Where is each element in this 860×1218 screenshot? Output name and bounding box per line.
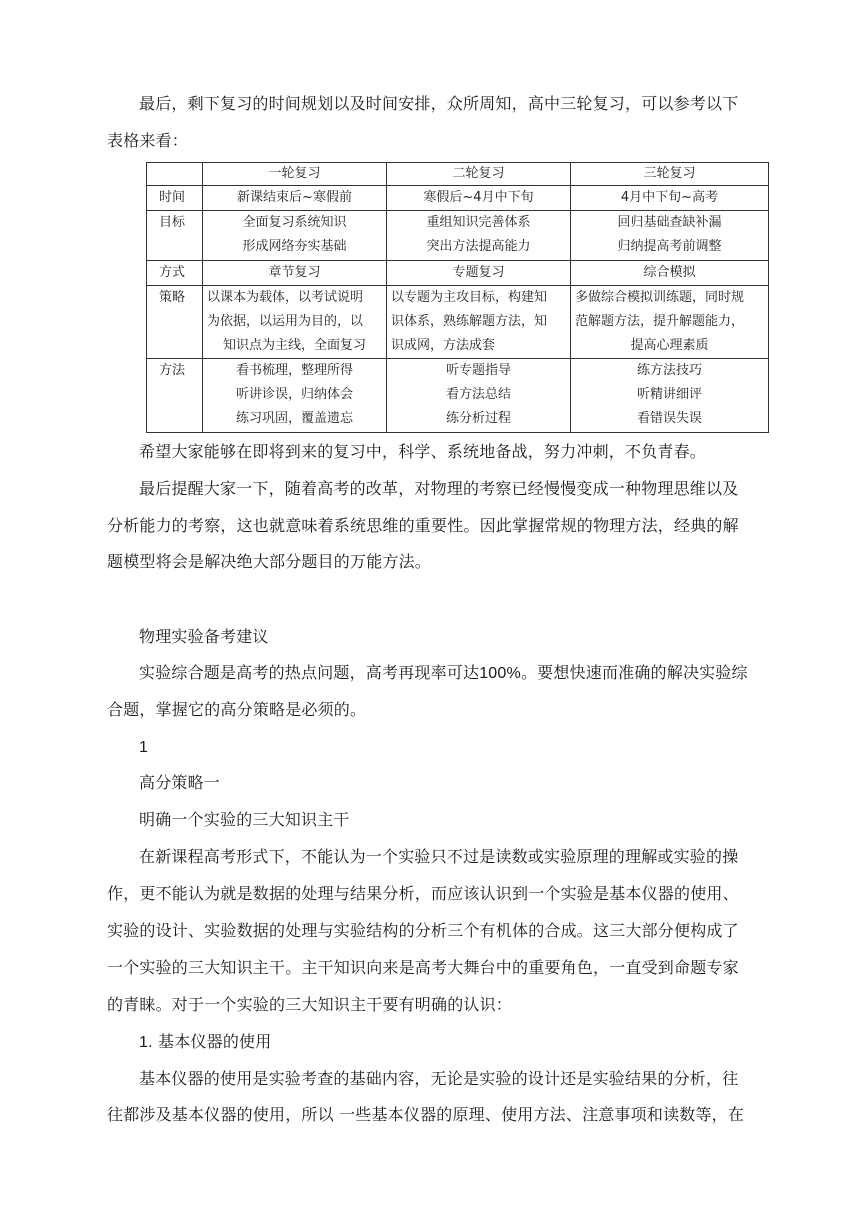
body-line-3: 实验的设计、实验数据的处理与实验结构的分析三个有机体的合成。这三大部分便构成了 [107, 921, 739, 940]
experiment-line-1: 实验综合题是高考的热点问题，高考再现率可达100%。要想快速而准确的解决实验综 [139, 663, 748, 682]
table-cell: 听专题指导 看方法总结 练分析过程 [387, 359, 571, 433]
table-cell: 章节复习 [203, 261, 387, 286]
table-header-row [147, 163, 769, 186]
row-label-method: 方法 [147, 359, 203, 433]
table-cell: 全面复习系统知识 形成网络夯实基础 [203, 211, 387, 261]
remind-line-2: 分析能力的考察，这也就意味着系统思维的重要性。因此掌握常规的物理方法，经典的解 [107, 516, 739, 535]
table-cell: 重组知识完善体系 突出方法提高能力 [387, 211, 571, 261]
table-header-round-2: 二轮复习 [387, 163, 571, 186]
intro-line-2: 表格来看： [107, 131, 189, 150]
strategy-heading: 高分策略一 [139, 773, 221, 792]
table-cell: 新课结束后~寒假前 [203, 186, 387, 211]
list-number: 1 [139, 739, 149, 756]
remind-line-3: 题模型将会是解决绝大部分题目的万能方法。 [107, 552, 432, 571]
table-row [147, 286, 769, 359]
strategy-subtitle: 明确一个实验的三大知识主干 [139, 810, 350, 829]
section-title: 物理实验备考建议 [139, 627, 269, 646]
table-cell: 寒假后~4月中下旬 [387, 186, 571, 211]
table-header-round-3: 三轮复习 [571, 163, 769, 186]
experiment-line-2: 合题，掌握它的高分策略是必须的。 [107, 700, 367, 719]
table-header-corner [147, 163, 203, 186]
table-cell: 练方法技巧 听精讲细评 看错误失误 [571, 359, 769, 433]
body-line-1: 在新课程高考形式下，不能认为一个实验只不过是读数或实验原理的理解或实验的操 [139, 847, 739, 866]
table-cell: 综合模拟 [571, 261, 769, 286]
table-row [147, 186, 769, 211]
row-label-mode: 方式 [147, 261, 203, 286]
table-header-round-1: 一轮复习 [203, 163, 387, 186]
body-line-2: 作，更不能认为就是数据的处理与结果分析，而应该认识到一个实验是基本仪器的使用、 [107, 884, 739, 903]
row-label-time: 时间 [147, 186, 203, 211]
table-row [147, 359, 769, 433]
last-line-2: 往都涉及基本仪器的使用，所以 一些基本仪器的原理、使用方法、注意事项和读数等，在 [107, 1105, 745, 1124]
table-cell: 看书梳理，整理所得 听讲诊误，归纳体会 练习巩固，覆盖遗忘 [203, 359, 387, 433]
table-row [147, 261, 769, 286]
remind-line-1: 最后提醒大家一下，随着高考的改革，对物理的考察已经慢慢变成一种物理思维以及 [139, 479, 739, 498]
table-cell: 多做综合模拟训练题，同时规 范解题方法，提升解题能力， 提高心理素质 [571, 286, 769, 359]
table-row [147, 211, 769, 261]
table-cell: 以专题为主攻目标，构建知 识体系，熟练解题方法，知 识成网，方法成套 [387, 286, 571, 359]
body-line-5: 的青睐。对于一个实验的三大知识主干要有明确的认识： [107, 995, 513, 1014]
review-plan-table [146, 162, 769, 433]
intro-line-1: 最后，剩下复习的时间规划以及时间安排，众所周知，高中三轮复习，可以参考以下 [139, 94, 739, 113]
hope-paragraph: 希望大家能够在即将到来的复习中，科学、系统地备战，努力冲刺，不负青春。 [139, 442, 707, 461]
row-label-strategy: 策略 [147, 286, 203, 359]
body-line-4: 一个实验的三大知识主干。主干知识向来是高考大舞台中的重要角色，一直受到命题专家 [107, 958, 739, 977]
last-line-1: 基本仪器的使用是实验考查的基础内容，无论是实验的设计还是实验结果的分析，往 [139, 1069, 739, 1088]
list-item-1: 1. 基本仪器的使用 [139, 1032, 272, 1051]
table-cell: 回归基础查缺补漏 归纳提高考前调整 [571, 211, 769, 261]
table-cell: 4月中下旬~高考 [571, 186, 769, 211]
table-cell: 以课本为载体，以考试说明 为依据，以运用为目的，以 知识点为主线，全面复习 [203, 286, 387, 359]
table-cell: 专题复习 [387, 261, 571, 286]
row-label-goal: 目标 [147, 211, 203, 261]
